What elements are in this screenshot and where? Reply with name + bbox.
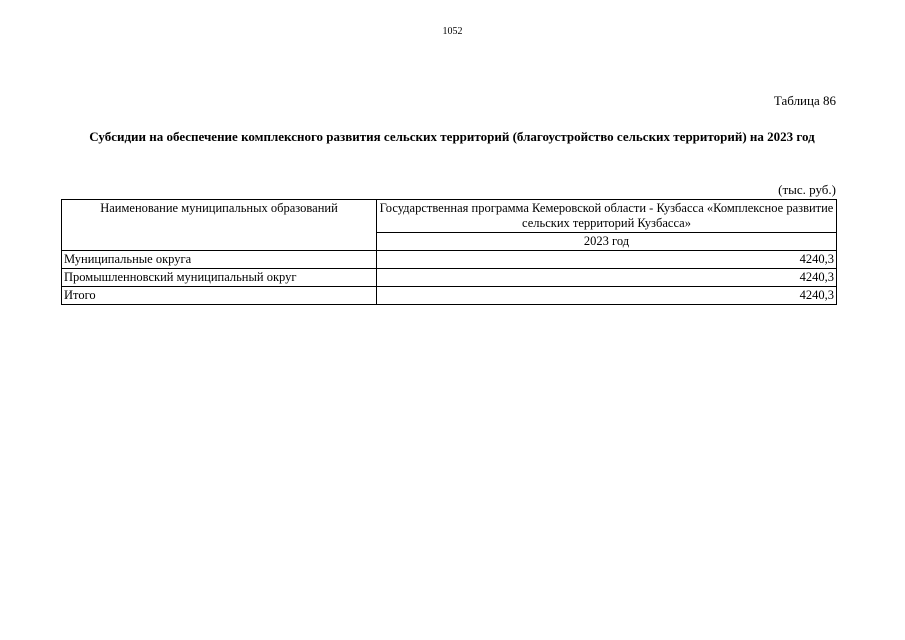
page-number: 1052 [442, 26, 463, 37]
row-value-cell: 4240,3 [377, 269, 837, 287]
row-name-cell: Муниципальные округа [62, 251, 377, 269]
row-name-cell: Итого [62, 287, 377, 305]
table-row [62, 287, 837, 305]
header-name-cell: Наименование муниципальных образований [62, 200, 377, 251]
row-value-cell: 4240,3 [377, 251, 837, 269]
row-value-cell: 4240,3 [377, 287, 837, 305]
units-label: (тыс. руб.) [778, 182, 836, 197]
row-name-cell: Промышленновский муниципальный округ [62, 269, 377, 287]
table-row [62, 251, 837, 269]
header-year-cell: 2023 год [377, 233, 837, 251]
header-program-cell: Государственная программа Кемеровской области - Кузбасса «Комплексное развитие сельских территорий Кузбасса» [377, 200, 837, 233]
table-row [62, 269, 837, 287]
table-label: Таблица 86 [773, 93, 836, 108]
document-title: Субсидии на обеспечение комплексного развития сельских территорий (благоустройство сельских территорий) на 2023 год [89, 129, 815, 144]
table-header-row [62, 200, 837, 233]
subsidy-table [61, 199, 837, 305]
